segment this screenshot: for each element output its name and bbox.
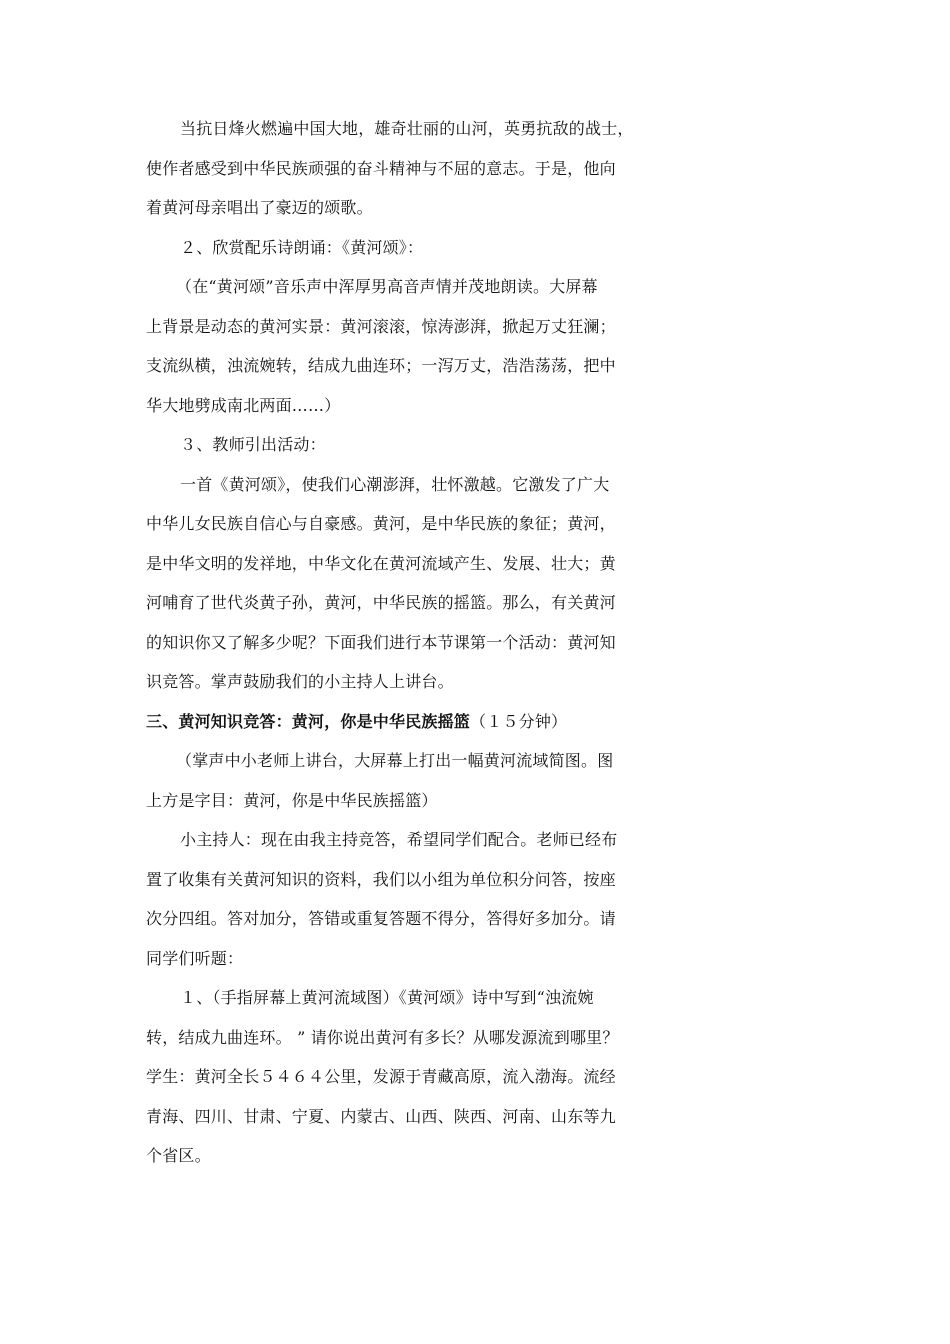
document-body [146,118,646,1185]
paragraph-line: ２、欣赏配乐诗朗诵：《黄河颂》： [180,237,424,257]
paragraph-line: 河哺育了世代炎黄子孙，黄河，中华民族的摇篮。那么，有关黄河 [146,593,616,612]
paragraph-line: 使作者感受到中华民族顽强的奋斗精神与不屈的意志。于是，他向 [146,158,616,178]
paragraph-line: 同学们听题： [146,948,244,968]
paragraph-line: １、（手指屏幕上黄河流域图）《黄河颂》诗中写到“浊流婉 [180,988,594,1007]
paragraph-line: 小主持人：现在由我主持竞答，希望同学们配合。老师已经布 [180,830,618,849]
paragraph-line: 一首《黄河颂》，使我们心潮澎湃，壮怀激越。它激发了广大 [180,474,610,494]
section-heading [146,711,646,733]
paragraph-line: 中华儿女民族自信心与自豪感。黄河，是中华民族的象征；黄河， [146,514,616,533]
paragraph-line: 学生：黄河全长５４６４公里，发源于青藏高原，流入渤海。流经 [146,1067,616,1086]
paragraph-line: 识竞答。掌声鼓励我们的小主持人上讲台。 [146,672,454,691]
section-heading-duration: （１５分钟） [470,711,568,731]
paragraph-line: 是中华文明的发祥地，中华文化在黄河流域产生、发展、壮大；黄 [146,553,616,573]
paragraph-line: 置了收集有关黄河知识的资料，我们以小组为单位积分问答，按座 [146,869,616,889]
section-heading-title: 三、黄河知识竞答：黄河，你是中华民族摇篮 [146,711,471,731]
paragraph-line: 当抗日烽火燃遍中国大地，雄奇壮丽的山河，英勇抗敌的战士， [180,119,634,138]
paragraph-line: 的知识你又了解多少呢？下面我们进行本节课第一个活动：黄河知 [146,632,616,652]
paragraph-line: 着黄河母亲唱出了豪迈的颂歌。 [146,198,373,217]
paragraph-line: 个省区。 [146,1146,211,1165]
paragraph-line: 支流纵横，浊流婉转，结成九曲连环；一泻万丈，浩浩荡荡，把中 [146,356,616,375]
paragraph-line: （在“黄河颂”音乐声中浑厚男高音声情并茂地朗读。大屏幕 [176,277,598,296]
paragraph-line: ３、教师引出活动： [180,435,326,454]
paragraph-line: （掌声中小老师上讲台，大屏幕上打出一幅黄河流域简图。图 [176,751,614,770]
paragraph-line: 青海、四川、甘肃、宁夏、内蒙古、山西、陕西、河南、山东等九 [146,1106,616,1126]
paragraph-line: 上背景是动态的黄河实景：黄河滚滚，惊涛澎湃，掀起万丈狂澜； [146,316,616,336]
paragraph-line: 次分四组。答对加分，答错或重复答题不得分，答得好多加分。请 [146,909,616,928]
paragraph-line: 华大地劈成南北两面……） [146,395,341,415]
paragraph-line: 转，结成九曲连环。 ” 请你说出黄河有多长？从哪发源流到哪里？ [146,1027,619,1047]
paragraph-line: 上方是字目：黄河，你是中华民族摇篮） [146,790,438,810]
